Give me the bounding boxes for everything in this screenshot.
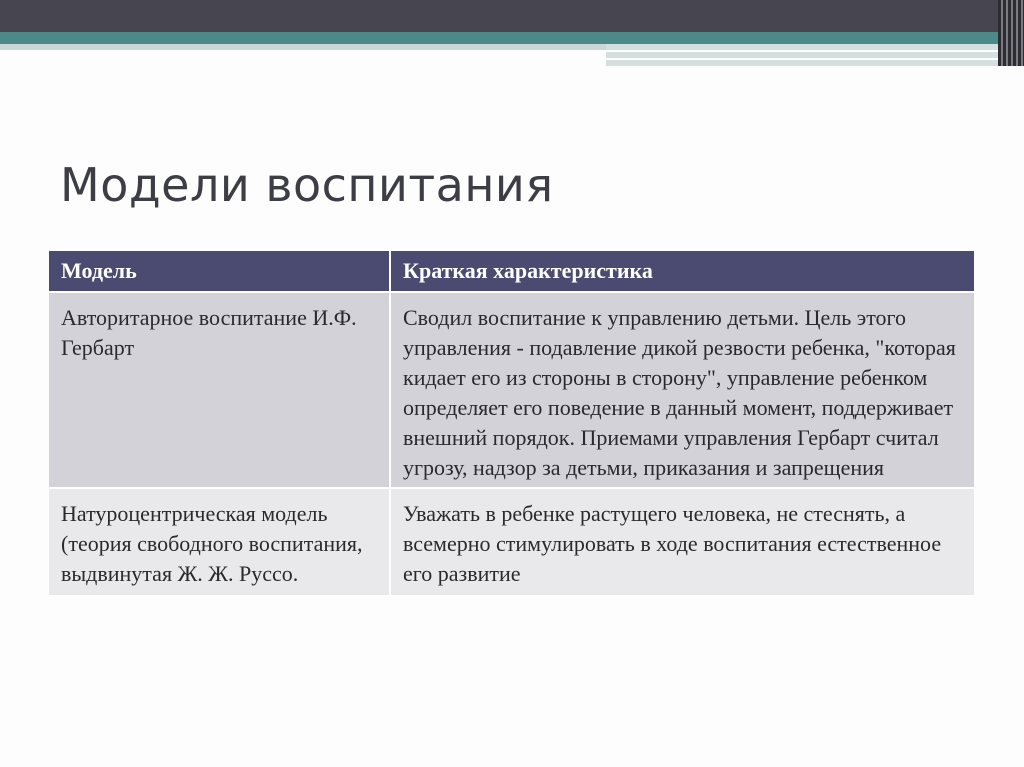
decorative-teal-strip (0, 32, 1024, 44)
decorative-line (606, 58, 1024, 60)
model-cell: Авторитарное воспитание И.Ф. Гербарт (49, 292, 390, 488)
table-row (49, 292, 974, 488)
decorative-line (606, 50, 1024, 52)
decorative-light-strip-right (606, 44, 1024, 66)
decorative-top-bar (0, 0, 1024, 32)
decorative-light-strip (0, 44, 606, 50)
models-table (49, 251, 974, 597)
decorative-edge-stripes (998, 0, 1024, 66)
description-cell: Сводил воспитание к управлению детьми. Цель этого управления - подавление дикой резвости ребенка, "которая кидает его из стороны в сторону", управление ребенком определяет его поведение в данный момент, поддерживает внешний порядок. Приемами управления Гербарт считал угрозу, надзор за детьми, приказания и запрещения (390, 292, 974, 488)
description-cell: Уважать в ребенке растущего человека, не стеснять, а всемерно стимулировать в ходе воспитания естественное его развитие (390, 488, 974, 596)
table-row (49, 488, 974, 596)
model-cell: Натуроцентрическая модель (теория свободного воспитания, выдвинутая Ж. Ж. Руссо. (49, 488, 390, 596)
table-header-row (49, 251, 974, 292)
slide-title: Модели воспитания (60, 158, 554, 212)
column-header-model: Модель (49, 251, 390, 292)
column-header-description: Краткая характеристика (390, 251, 974, 292)
